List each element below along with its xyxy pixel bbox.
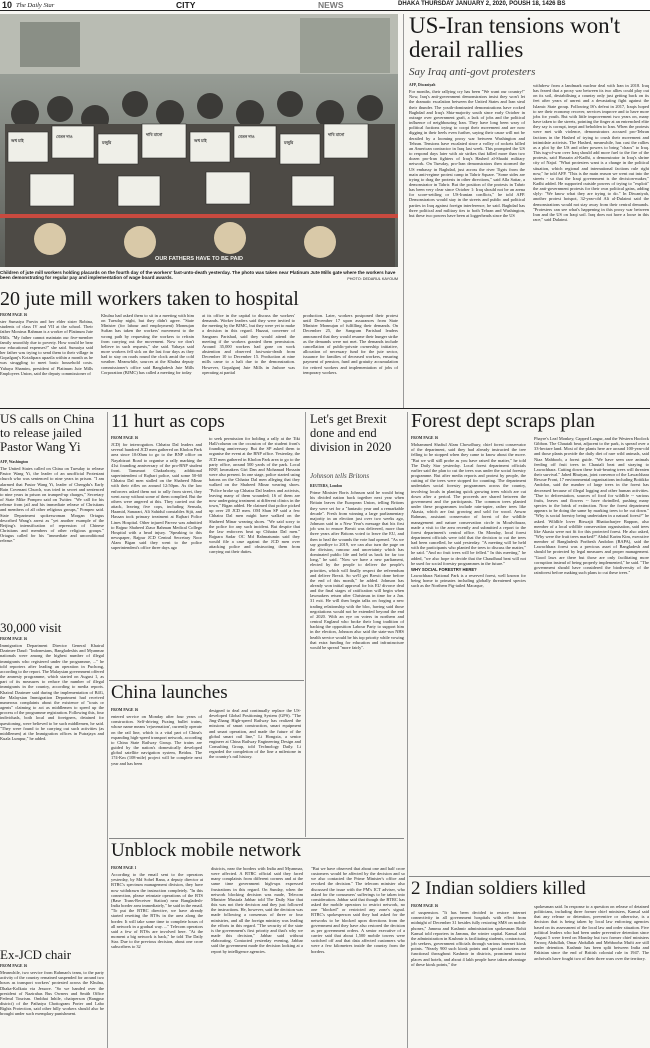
exjcd-body: Meanwhile, two service from Rahman's team, to the party activity of the country remained suspended for around two hours as transport workers' protested across the Khulna, Dhaka-Kolkata via Jessore. "So we handed over the president of Nazirahas Bus Owners and Smith Office Federal Tourism. Ombhai Inhile, chairperson (Rangpur district) of the Pathatya Chottogram Porter and Labo Rights Protection, said other hilly workers should also be brought under such exemplary punishment. — [0, 970, 104, 1017]
forest-col1b: Lawachhara National Park is a reserved forest, well known for being home to primates including globally threatened species such as the Northern Pig-tailed Macaque, — [411, 573, 526, 589]
photo-credit: PHOTO: DEDARUL KAYOUM — [347, 277, 398, 281]
svg-text:দাবি মানো: দাবি মানো — [146, 132, 163, 137]
soldiers-headline: 2 Indian soldiers killed — [411, 878, 586, 899]
usiran-col2: withdrew from a landmark nuclear deal with Iran in 2018. Iraq has feared that a proxy war between its two allies could play out on its soil, destabilising a country only just getting back on its feet after years of unrest and a devastating fight against the Islamic State group. Following IS's defeat in 2017, Iraqis hoped to see their economy recover, services improve and to have more jobs for youth. But with little improvement two years on, many have taken to the streets, pointing the finger at an entrenched elite they say is corrupt, inept and beholden to Iran. When the protests were met with violence, demonstrators accused pro-Tehran factions in the Hashed of trying to crush their movement and intimidate activists. The Hashed, meanwhile, has cast the rallies as a plot by the US and other powers to bring "chaos" to Iraq. This tug-of-war over Iraq should add more fuel to the fire of the protests, said Hussain al-Kadhi, a demonstrator in Iraq's shrine city of Najaf. "What protesters want is a change in the political situation, which regional and international factions rule right now," he told AFP. "This is the main reason we went out into the streets - so that the Iraqi government is the decision-maker," Kadhi added. He supported outside powers of trying to "exploit" the anti-government protests for their own political gains, adding slyly: "We know what they are trying to do." In Diwaniyah, another protest hotspot, 32-year-old Ali al-Dulaimi said the demonstrations would not stay away from their central demands. "Protesters can see what's happening in this proxy war between Iran and the US on Iraqi soil. Iraq does not have a loose in this race," said Dulaimi. — [533, 83, 649, 223]
cops-byline: FROM PAGE 16 — [111, 436, 139, 440]
unblock-col2: districts, near the borders with India and Myanmar, were affected. A BTRC official said they faced many complaints from different corners and at the same time government high-ups expressed frustrations in this regard. On Sunday, when the network blocking decision was made, Telecom Minister Mustafa Jabbar told The Daily Star that this was not their decision and they just followed the instructions. He, however, said the decision was made following a consensus of three or four ministries, and all the foreign ministry was leading the efforts in this regard. "The security of the state is the government's first priority and that's why we made this decision," Jabbar said without elaborating. Contacted yesterday evening, Jabbar said the government made the decision looking at a report by intelligence agencies. — [211, 866, 303, 954]
launch-col1: entered service on Monday after four years of construction. Self-driving Fuxing bullet trains, whose name means 'rejuvenation', currently operate on the rail line, which is a vital part of China's expanding high-speed transport network, according to China State Railway Group. The trains are guided by the nation's domestically developed global satellite navigation system, Beidou. The 174-Km (108-mile) project will be complete next year and has been — [111, 714, 202, 766]
paper-name: The Daily Star — [16, 1, 55, 9]
migrants-body: Immigration Department Director General Khairul Dzaimee Daud: "Indonesians, Bangladeshis and Myanmar nationals were among the highest number of illegal immigrants who registered under the programme, ..." he told reporters after leading an operation in Puchong, according to the report. The Malaysian government offered the amnesty programme, which started on August 1, as part of its measures to reduce the number of illegal immigrants in the country, according to media reports. Khairul Dzaimee said during the implementation of B4G, the Malaysian Immigration Department had received numerous complaints about the existence of "touts or agents" claiming to act as middlemen to speed up the process of the programme registration. Following this, four individuals, both local and foreigners, detained for questioning, were believed to be such middlemen, he said. "They were found to be carrying out such activities (as middlemen) at the Immigration offices in Putrajaya and Kuala Lumpur," he added. — [0, 643, 105, 741]
unblock-col3: "But we have observed that about one and half crore customers would be affected by the decision and so we also contacted the Prime Minister's office and revoked the decision." The telecom minister also discussed the issue with the PM's ICT adviser, who asked for the consumers' sufferings to be taken into consideration. Jabbar said that though the BTRC has asked the mobile operators to restrict network, no one "blocked" or restricted any zone's signal. BTRC's spokesperson said they had asked for the networks to be blocked upon directions from the government and they have also restored the decision as per government orders. A senior executive of a carrier said that about 1,500 mobile towers were switched off and that data affected customers who were a few kilometres inside the country from the borders. — [311, 866, 405, 954]
photo-caption: Children of jute mill workers holding placards on the fourth day of the workers' fast-unto-death yesterday. The photo was taken near Platinum Jute Mills gate where the workers have been demonstrating for regular pay and implementation of wage board awards. — [0, 270, 396, 281]
dateline: DHAKA THURSDAY JANUARY 2, 2020, POUSH 18, 1426 BS — [398, 1, 566, 7]
launch-headline: China launches — [111, 682, 228, 703]
pastor-headline: US calls on China to release jailed Pastor Wang Yi — [0, 411, 95, 454]
soldiers-col2: spokesman said. In response to a question on release of detained politicians, including three former chief ministers, Kansal said that any release or detention, preventive or otherwise, is a decision that is being taken by local law enforcing agencies based on its assessment of the local law and order situation. Five political leaders who had been under preventive detention since August 5 were freed on Monday but two former chief ministers Farooq Abdullah, Omar Abdullah and Mehbooba Mufti are still under detention. Kashmir has been split between India and Pakistan since the end of British colonial rule in 1947. The archrivals have fought two of their three wars over the territory. — [534, 904, 649, 961]
svg-text:মজুরি: মজুরি — [102, 140, 112, 145]
exjcd-headline: Ex-JCD chair — [0, 947, 72, 962]
lead-photo — [0, 14, 398, 267]
section-news: NEWS — [318, 0, 344, 10]
unblock-col1: According to the email sent to the operators yesterday, by Md Sohel Rana, a deputy director at BTRC's spectrum management division, they have now withdrawn the instruction completely. "In this connection, please reinstate operations of the BTS (Base Trans-Receiver Station) near Bangladesh-India border area immediately," he said in the email. "To put the BTRC directive, we have already started resetting the BTSs in the area along the border. It will take some time to complete hours of all network in a gradual way. ..." Telecom operators said a few of BTSs are involved here. "At the moment a big network is back," he told The Daily Star. Due to the previous decision, about one crore subscribers to 32 — [111, 872, 203, 950]
forest-col2: Phayre's Leaf Monkey, Capped Langur, and the Western Hoolock Gibbon. The Chautali beat, adjacent to the park, is spread over a 33-hectare land. Most of the plants here are around 100-year-old and those plants provide the daily diet of rare wild animals, said Niaz Mahboob, a forest guide. "We have seen rare animals feeding off fruit trees in Chautali beat and straying to Lawachhara. Cutting down these fruit-bearing trees will threaten their survival." Jahed Bhuiyan, joint convenor of the Lawachhara Rescue Front, 17 environmental organisations including Boitikko Andolon, said the number of large trees in the forest has decreased because of illegal logging and other human activities. "Due to deforestation, sources of food for wildlife -- various fruits, leaves and flowers -- have dwindled, pushing many species to the brink of extinction. Now the forest department appears to be doing the same by marking trees to be cut down." "Why is social forestry being undertaken in a natural forest?" he asked. Wildlife lover Biswajit Bhattacharjee Bappon, also member of a local wildlife conservation organisation, said trees like Akasia were not fit for this protected forest. He also asked, "Why were the fruit trees marked?" Abdul Karim Kim, executive member of Bangladesh Poribesh Andolon (BAPA), said the Lawachhara forest was a precious asset of Bangladesh and should be protected by legal measures and proper management. "Good laws are there but those are only facilitating more corruption instead of being properly implemented," he said. "The government should have considered the biodiversity of the rainforest before making such plans to cut these trees." — [534, 436, 649, 576]
exjcd-byline: FROM PAGE 16 — [0, 964, 28, 968]
svg-text:বেতন দাও: বেতন দাও — [56, 134, 73, 139]
usiran-byline: AFP, Diwaniyah — [409, 83, 436, 87]
photo-placard-text: OUR FATHERS HAVE TO BE PAID — [155, 256, 243, 262]
forest-headline: Forest dept scraps plan — [411, 410, 595, 432]
jute-col3: at its office in the capital to discuss the workers' demands. Worker leaders said they were invited to the meeting by the BJMC, but they were yet to make a decision in this regard. Huzzat, convener of Sangram Parishad, said they would attend the meeting if the workers granted them permission. Around 35,000 workers had gone on work abstention and observed fast-unto-death from December 10 to December 15. Production at nine mills came to a halt due to the demonstration. However, Gopalganj Jute Mills in Jashore was operating at partial — [202, 313, 295, 375]
jute-col1: ster Sumaiya Parvin and her elder sister Robina, students of class IV and VII at the school. Their father Moniruz Rahman is a worker of Platinum Jute Mills. "My father cannot maintain our five-member family smoothly due to poverty. How would he bear our educational expenses?" she said. Sumaiya said her father was trying to send them to their village in Gopalganj's Kotalipara upazila within a month as he was struggling to meet basic household costs. Yahaya Shamim, president of Platinum Jute Mills Employees Union, said the deputy commissioner of — [0, 319, 93, 376]
pastor-byline: AFP, Washington — [0, 460, 29, 464]
masthead — [0, 0, 650, 11]
forest-subhead: WHY SOCIAL FORESTRY HERE? — [411, 566, 477, 572]
pastor-body: The United States called on China on Tuesday to release Pastor Wang Yi, the leader of an unofficial Protestant church who was sentenced to nine years in prison. "I am alarmed that Pastor Wang Yi, leader of Chengdu's Early Rain Covenant Church, was tried in secret and sentenced to nine years in prison on trumped-up charges," Secretary of State Mike Pompeo said on Twitter. "We call for his release from jail and his immediate release of Christians and members of all other religious groups," Pompeo said. State Department spokeswoman Morgan Ortagus described Wang's arrest as "yet another example of the Beijing's intensification of repression of Chinese Christians and members of other religious groups." Ortagus called for his "immediate and unconditional release." — [0, 466, 104, 544]
usiran-subhead: Say Iraq anti-govt protesters — [409, 66, 536, 78]
svg-text:দাবি মানো: দাবি মানো — [328, 132, 345, 137]
unblock-byline: FROM PAGE 1 — [111, 866, 137, 870]
soldiers-col1: of suspension. "It has been decided to restore internet connectivity in all government hospitals with effect from midnight of December 31 besides fully restoring SMS on mobile phones," Jammu and Kashmir administration spokesman Rohit Kansal told reporters in Jammu, the winter capital. Kansal said the administration in Kashmir is facilitating students, contractors, job seekers, government officials through various internet kiosk points. "Nearly 900 such kiosk points and special counters are functional throughout Kashmir in districts, prominent tourist places and hotels, and about 4 lakh people have taken advantage of these kiosk points," the — [411, 910, 526, 967]
cops-col2: to seek permission for holding a rally at the Tiki Hall/column on the occasion of the student front's founding anniversary. But the SP asked them to organise the event at the BNP office. Yesterday, the JCD men gathered in Kholon Park area to go to the party office, around 500 yards of the park. Local BNP, lawmakers Giri Dan and Mohamad Hossain were also present. In one stage, police started using batons on the Chhatra Dal men alleging that they walked on the Shaheed Minar wearing shoes. "Police broke up Chhatra Dal leaders and activists, leaving many of them wounded; 16 of them are now undergoing treatment at different clinics in the town," Bigan added. He claimed that police picked up over 20 JCD men. OM Shan SP said a few Chhatra Dal men might have walked on the Shaheed Minar wearing shoes. "We said sorry to the police for any such incident. But despite that the law enforcers beat up Chhatra Dal men." Rajpara Sadar OC Md Rahmatumin said they would file a case against the JCD men over attacking police and obstructing them from carrying out their duties. — [209, 436, 300, 555]
svg-text:অথ চাই: অথ চাই — [194, 138, 207, 143]
jute-col4: production. Later, workers postponed their protest until December 17 upon assurances from State Minister Monnujan of fulfilling their demands. On December 25, the Sangram Parishad leaders announced that they would resume their hunger strike as the demands were not met. The demands include cancellation of public-private ownership initiative, allocation of necessary fund for the jute sector, issuance for families of deceased workers, ensuring payment of pension, fund and gratuity accumulation for retired workers and implementation of jobs of temporary workers. — [303, 313, 398, 375]
forest-col1: Mohammed Shafiul Alam Chowdhury, chief forest conservator of the department, said they had already instructed the tree felling to be stopped when they came to know about the move. "But we will still probe as you have raised the matter," he told The Daily Star yesterday. Local forest department officials earlier said the plan to cut the trees was under the social forestry programme. But after media reports and protest by people, the cutting of the trees were stopped for counting. The department undertakes social forestry programmes across the country, involving locals in planting quick growing trees which are cut down after a period. The proceeds are shared between the government and the participants. The common trees planted under these programmes include rain-tapter, rather trees like Akasia, which are fast growing and sold for wood. Anwar Rahman, assistant conservator of forest of the wildlife management and nature conservation circle in Moulvibazar, made a visit to the area recently and submitted a report to the forest department's central office. On Monday, local forest department officials were told that the decision to cut the trees had been cancelled, he said yesterday. "A meeting will be held with the participants who planted the trees to discuss the matter," he said. "And no fruit trees will be felled." In this meeting," he added, "we also hope to decide that the Chaudhaul beat will not be used for social forestry programmes in the future." — [411, 442, 526, 566]
brexit-byline: REUTERS, London — [310, 484, 343, 488]
soldiers-byline: FROM PAGE 16 — [411, 904, 439, 908]
forest-byline: FROM PAGE 16 — [411, 436, 439, 440]
page-number: 10 — [2, 0, 13, 10]
cops-headline: 11 hurt as cops — [111, 411, 225, 432]
cops-col1: JCD) for interrogation. Chhatra Dal leaders and several hundred JCD men gathered on Kholon Park area since 10:00am to go to the BNP office on Nayabizuri Road to organise a rally marking the 41st founding anniversary of the pro-BNP student front. Tanumari Chakraborty, additional superintendent of Rajbari police, said some 50-60 Chhatra Dal men stalled on the Shaheed Minar with their rifles on around 12:50pm. As the law enforcers asked them not to rally from street, they went away without some of them complied. But the others were angered at this. They carried out the attack, leaving five cops, including Sensala, Haamid, Sanarari, Ali Sahidul constables Sijit, and Hassan took primary treatment at Rajbari Police Lines Hospital. Other injured Parvez was admitted to Rajpur Shaheed Ziaur Rahman Medical College Hospital with a head injury. "Speaking to this newspaper, Rajpur JCD Central Secretary Noor Alam Bigan said they went to the police superintendent's office three days ago — [111, 442, 202, 551]
svg-text:বেতন দাও: বেতন দাও — [238, 134, 255, 139]
usiran-headline: US-Iran tensions won't derail rallies — [409, 13, 621, 62]
jute-col2: Khulna had asked them to sit in a meeting with him on Tuesday night, but they didn't agree. "State Minister (for labour and employment) Monnujan Sufian has taken the workers' movement to the wrong path by requesting the workers to refrain from carrying out the movement. Now we don't believe in such requests," she said. Yahaya said more workers fell sick on the last four days as they had to stay on roads round the clock amid the cold weather. Meanwhile, sources at the Khulna deputy commissioner's office said Bangladesh Jute Mills Corporation (BJMC) has called a meeting for today — [101, 313, 194, 375]
launch-byline: FROM PAGE 16 — [111, 708, 139, 712]
section-city: CITY — [176, 0, 196, 10]
brexit-body: Prime Minister Boris Johnson said he would bring his divided nation back together next year when Britain leaves the European Union, telling Britons they were set for a "fantastic year and a remarkable decade". Fresh from winning a large parliamentary majority in an election just over two weeks ago, Johnson said in a New Year's message that his first job was to ensure Brexit was delivered, more than three years after Britons voted to leave the EU, and then to heal the wounds the vote had opened. "As we say goodbye to 2019, we can also turn the page on the division, rancour and uncertainty which has dominated public life and held us back for far too long," he said. "Now we have a new parliament, elected by the people to deliver the people's priorities, which will finally respect the referendum and deliver Brexit. So we'll get Brexit done before the end of this month," he added. Johnson has already won initial approval for his EU divorce deal and the final stages of ratification will begin when lawmakers return after Christmas in time for a Jan. 31 exit. He will then begin talks on forging a new trading relationship with the bloc, having said those negotiations would not be extended beyond the end of 2020. With an eye on voters in northern and central England who broke their long tradition of backing the opposition Labour Party to support him in the election, Johnson also said the state-run NHS health service would be his top priority while vowing that extra funding for education and infrastructure would be spread "more fairly". — [310, 490, 404, 650]
brexit-headline: Let's get Brexit done and end division in 2020 — [310, 412, 392, 454]
svg-text:মজুরি: মজুরি — [284, 140, 294, 145]
usiran-col1: For months, their rallying cry has been "We want our country!" Now, Iraq's anti-government demonstrators insist they won't let the dramatic escalation between the United States and Iran steal their thunder. The youth-dominated demonstrations have rocked Baghdad and Iraq's Shia-majority south since early October in outrage over government graft, a lack of jobs and the political influence of neighbouring Iran. They have long been wary of political factions trying to coopt their movement and are now digging in their heels even further, saying their cause will not be derailed by a looming proxy war between Washington and Tehran. Tensions have escalated since a volley of rockets killed an American contractor in Iraq last week. This prompted the US to respond days later with air strikes that killed more than two dozen pro-Iran fighters of Iraq's Hashed al-Shaabi military network. On Tuesday, pro-Iran demonstrators then stormed the US embassy in Baghdad, just across the river Tigris from the main anti-regime protest camp in Tahrir Square. "Some sides are trying to drag the protests in other directions," said Alla Sattar, a demonstrator in Tahrir. But the position of the protests in Tahrir has been very clear since October 1: Iraq should not be an arena for score-settling or US-Iranian conflicts," he told AFP. Demonstrators would stay in the streets and public and political parties in Iraq against foreign interference, he said. Baghdad has three political and military ties to both Tehran and Washington, but these two powers have been at loggerheads since the US — [409, 89, 525, 218]
launch-col2: designed to deal and continually replace the US-developed Global Positioning System (GPS). "The Jing-Zhang High-speed Railway has realized the missions of smart construction, smart equipment and smart operation, and made the future of the global smart rail line," Li Hongxia, a senior engineer at China Railway Engineering Design and Consulting Group, told Technology Daily. Li regarded the completion of the line a milestone in the country's rail history. — [209, 708, 301, 760]
brexit-subhead: Johnson tells Britons — [310, 472, 370, 480]
migrants-headline: 30,000 visit — [0, 620, 62, 635]
jute-headline: 20 jute mill workers taken to hospital — [0, 288, 299, 310]
protest-photo-illustration — [0, 14, 398, 267]
svg-text:অথ চাই: অথ চাই — [11, 138, 24, 143]
jute-byline: FROM PAGE 16 — [0, 313, 28, 317]
migrants-byline: FROM PAGE 16 — [0, 637, 28, 641]
unblock-headline: Unblock mobile network — [111, 840, 301, 861]
